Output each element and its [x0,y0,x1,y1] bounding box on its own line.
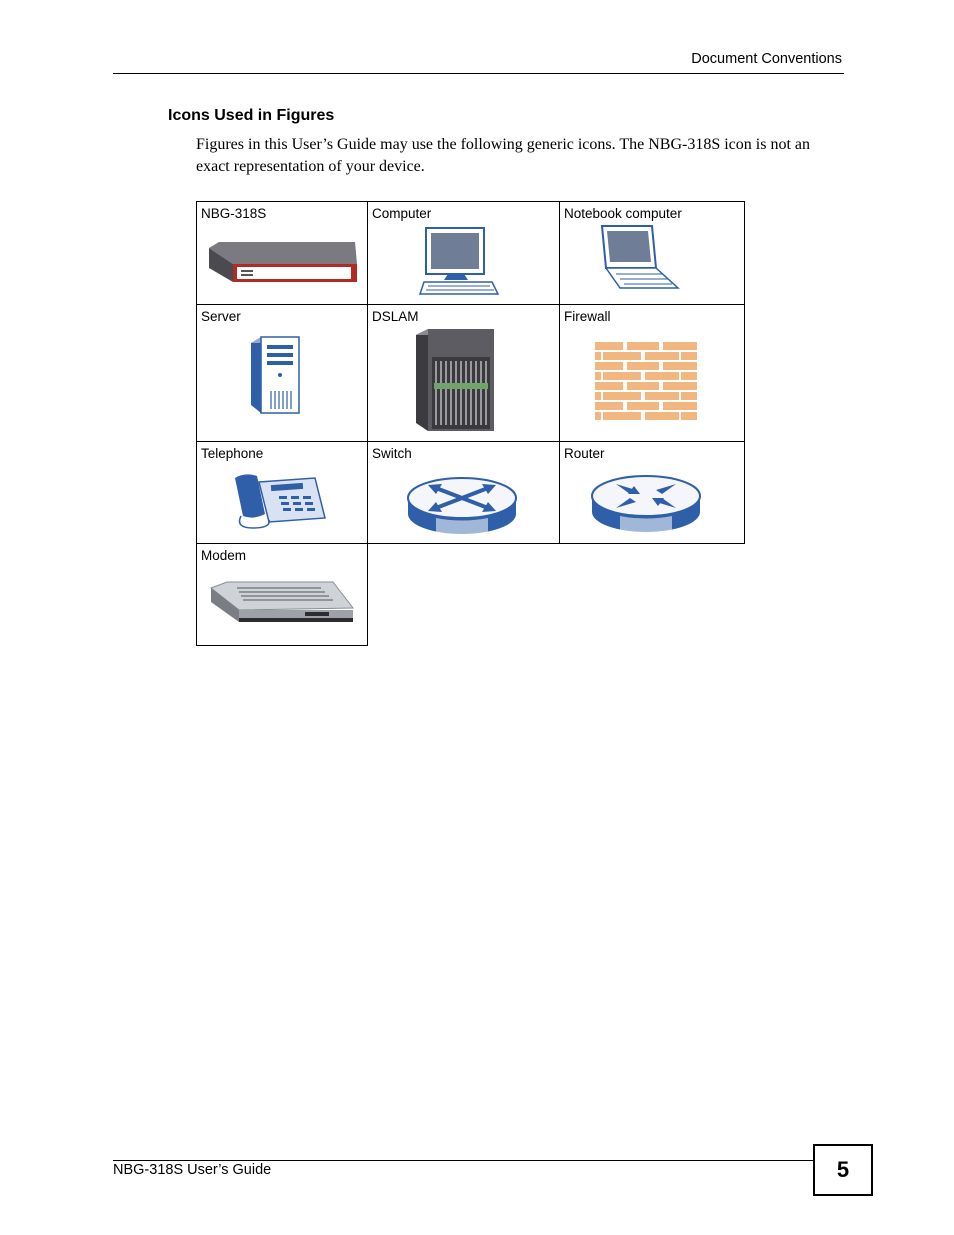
icon-cell [197,305,368,442]
section-heading: Icons Used in Figures [168,107,335,124]
notebook-computer-icon [598,224,680,290]
icon-label: NBG-318S [201,206,267,221]
icon-cell [368,202,560,305]
empty-cell [368,544,560,646]
icon-label: Modem [201,548,247,563]
icon-label: Firewall [564,309,611,324]
icon-label: Server [201,309,241,324]
page-number [813,1144,873,1196]
server-icon [249,335,301,415]
intro-paragraph: Figures in this User’s Guide may use the following generic icons. The NBG-318S icon is not an exact representation of your device. [196,136,810,175]
telephone-icon [231,472,327,530]
guide-title: NBG-318S User’s Guide [113,1162,272,1178]
icon-cell [368,442,560,544]
icon-label: Switch [372,446,412,461]
icons-table [196,201,745,646]
icon-cell [197,202,368,305]
icon-cell [197,442,368,544]
icon-label: Router [564,446,605,461]
icon-label: DSLAM [372,309,419,324]
switch-icon [406,474,518,536]
empty-cell [560,544,745,646]
router-icon [590,472,702,534]
icon-cell [560,305,745,442]
modem-icon [209,580,355,626]
icon-label: Computer [372,206,432,221]
page-number-text: 5 [836,1157,850,1182]
footer-rule [113,1160,815,1161]
icon-cell [368,305,560,442]
running-header: Document Conventions [691,51,842,67]
computer-icon [418,226,500,296]
icon-cell [560,202,745,305]
icon-label: Telephone [201,446,264,461]
icon-cell [197,544,368,646]
icon-cell [560,442,745,544]
icon-label: Notebook computer [564,206,682,221]
header-rule [113,73,844,74]
firewall-icon [592,339,702,421]
dslam-icon [414,327,496,433]
nbg318s-icon [207,240,359,286]
